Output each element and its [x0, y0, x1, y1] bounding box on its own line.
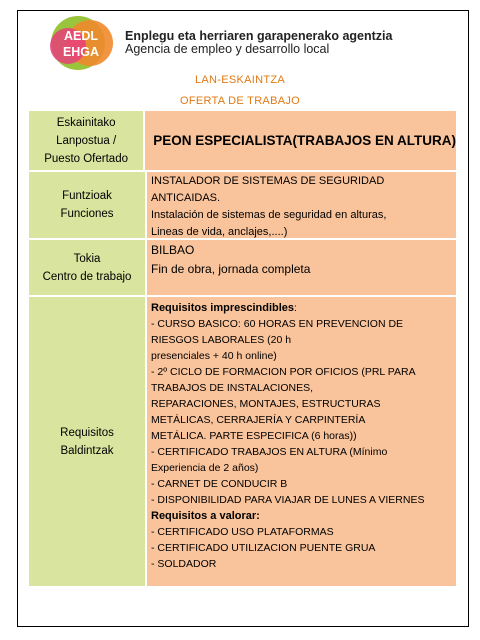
requirement-line: REPARACIONES, MONTAJES, ESTRUCTURAS	[151, 398, 381, 410]
label-requisitos	[29, 297, 147, 586]
requirement-line: - 2º CICLO DE FORMACION POR OFICIOS (PRL PARA	[151, 366, 416, 378]
value-centro-de-trabajo	[147, 240, 456, 295]
value-line: Fin de obra, jornada completa	[151, 262, 311, 276]
value-line: BILBAO	[151, 243, 195, 257]
label-line: Tokia	[73, 252, 101, 265]
heading-requisitos-imprescindibles	[151, 300, 456, 316]
valued-requirement-line: - CERTIFICADO USO PLATAFORMAS	[151, 526, 334, 538]
row-requisitos	[29, 297, 456, 586]
agency-name-basque: Enplegu eta herriaren garapenerako agentzia	[125, 29, 393, 43]
heading-suffix: :	[294, 302, 297, 314]
agency-name-spanish: Agencia de empleo y desarrollo local	[125, 42, 330, 56]
logo-text-ehga: EHGA	[62, 45, 100, 59]
heading-requisitos-a-valorar: Requisitos a valorar:	[151, 510, 260, 522]
label-line: Funtzioak	[62, 190, 112, 202]
valued-requirement-line: - SOLDADOR	[151, 558, 217, 570]
requirement-line: - CURSO BASICO: 60 HORAS EN PREVENCION DE	[151, 318, 404, 330]
label-line: Funciones	[60, 208, 114, 220]
title-spanish: OFERTA DE TRABAJO	[179, 95, 300, 107]
logo-text-aedl: AEDL	[63, 29, 99, 43]
label-centro-de-trabajo	[29, 240, 147, 295]
label-puesto-ofertado	[29, 111, 145, 170]
label-line: Puesto Ofertado	[44, 152, 128, 165]
requirement-line: METÁLICA. PARTE ESPECIFICA (6 horas))	[151, 430, 357, 442]
label-line: Eskainitako	[56, 116, 116, 129]
value-line: Instalación de sistemas de seguridad en alturas,	[151, 209, 387, 221]
value-puesto-ofertado: PEON ESPECIALISTA(TRABAJOS EN ALTURA)	[145, 111, 456, 170]
requirement-line: - CARNET DE CONDUCIR B	[151, 478, 288, 490]
value-funciones	[147, 172, 456, 238]
value-line: ANTICAIDAS.	[151, 192, 221, 204]
label-line: Lanpostua /	[56, 134, 117, 147]
heading-text: Requisitos imprescindibles	[151, 302, 295, 314]
label-line: Baldintzak	[60, 444, 114, 457]
requirement-line: TRABAJOS DE INSTALACIONES,	[151, 382, 314, 394]
requirement-line: METÁLICAS, CERRAJERÍA Y CARPINTERÍA	[151, 414, 366, 426]
row-funciones	[29, 172, 456, 240]
requirement-line: - DISPONIBILIDAD PARA VIAJAR DE LUNES A VIERNES	[151, 494, 425, 506]
row-puesto-ofertado	[29, 111, 456, 172]
label-line: Centro de trabajo	[42, 270, 132, 283]
row-centro-de-trabajo	[29, 240, 456, 297]
aedl-ehga-logo	[38, 16, 124, 70]
title-basque: LAN-ESKAINTZA	[194, 74, 286, 86]
label-funciones	[29, 172, 147, 238]
value-requisitos	[147, 297, 456, 586]
job-offer-table	[29, 111, 456, 586]
value-line: INSTALADOR DE SISTEMAS DE SEGURIDAD	[151, 175, 385, 187]
requirement-line: - CERTIFICADO TRABAJOS EN ALTURA (Mínimo	[151, 446, 388, 458]
label-line: Requisitos	[60, 426, 114, 439]
value-line: Lineas de vida, anclajes,....)	[151, 226, 288, 238]
requirement-line: Experiencia de 2 años)	[151, 462, 259, 474]
requirement-line: presenciales + 40 h online)	[151, 350, 277, 362]
valued-requirement-line: - CERTIFICADO UTILIZACION PUENTE GRUA	[151, 542, 376, 554]
requirement-line: RIESGOS LABORALES (20 h	[151, 334, 292, 346]
